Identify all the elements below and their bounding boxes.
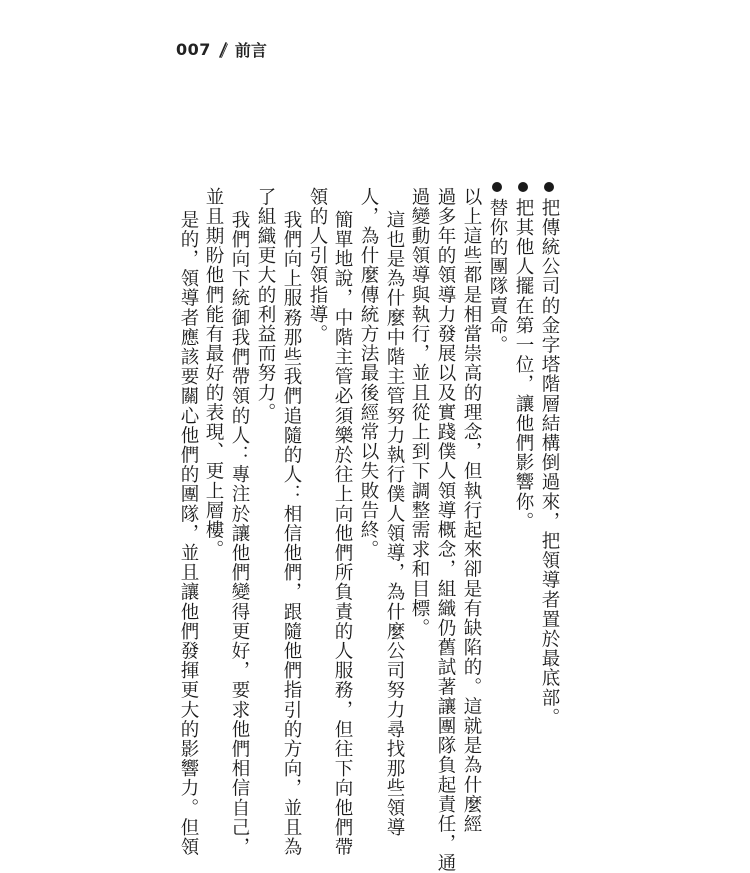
paragraph-line: 過變動領導與執行，並且從上到下調整需求和目標。 bbox=[409, 187, 430, 638]
paragraph-line: 這也是為什麼中階主管努力執行僕人領導，為什麼公司努力尋找那些領導 bbox=[384, 210, 405, 838]
bullet-text: 替你的團隊賣命。 bbox=[487, 198, 508, 355]
page-header bbox=[176, 38, 267, 61]
paragraph-line: 簡單地說，中階主管必須樂於往上向他們所負責的人服務，但往下向他們帶 bbox=[332, 210, 353, 857]
bullet-dot-icon bbox=[544, 182, 554, 192]
bullet-dot-icon bbox=[518, 182, 528, 192]
paragraph-line: 是的，領導者應該要關心他們的團隊，並且讓他們發揮更大的影響力。但領 bbox=[178, 210, 199, 857]
bullet-text: 把傳統公司的金字塔階層結構倒過來，把領導者置於最底部。 bbox=[539, 198, 560, 728]
bullet-line-3 bbox=[484, 182, 510, 355]
paragraph-line: 了組織更大的利益而努力。 bbox=[255, 187, 276, 423]
section-title: 前言 bbox=[234, 41, 267, 60]
paragraph-line: 人，為什麼傳統方法最後經常以失敗告終。 bbox=[358, 187, 379, 560]
bullet-dot-icon bbox=[492, 182, 502, 192]
bullet-line-1 bbox=[536, 182, 562, 727]
paragraph-line: 以上這些都是相當崇高的理念，但執行起來卻是有缺陷的。這就是為什麼經 bbox=[461, 187, 482, 834]
paragraph-line: 領的人引領指導。 bbox=[307, 187, 328, 344]
paragraph-line: 我們向下統御我們帶領的人：專注於讓他們變得更好，要求他們相信自己， bbox=[229, 210, 250, 857]
bullet-line-2 bbox=[510, 182, 536, 531]
paragraph-line: 並且期盼他們能有最好的表現、更上層樓。 bbox=[203, 187, 224, 560]
pen-slash-icon bbox=[217, 42, 229, 58]
paragraph-line: 過多年的領導力發展以及實踐僕人領導概念，組織仍舊試著讓團隊負起責任，通 bbox=[435, 187, 456, 873]
bullet-text: 把其他人擺在第一位，讓他們影響你。 bbox=[513, 198, 534, 532]
paragraph-line: 我們向上服務那些我們追隨的人：相信他們，跟隨他們指引的方向，並且為 bbox=[281, 210, 302, 857]
page-number: 007 bbox=[176, 40, 211, 59]
